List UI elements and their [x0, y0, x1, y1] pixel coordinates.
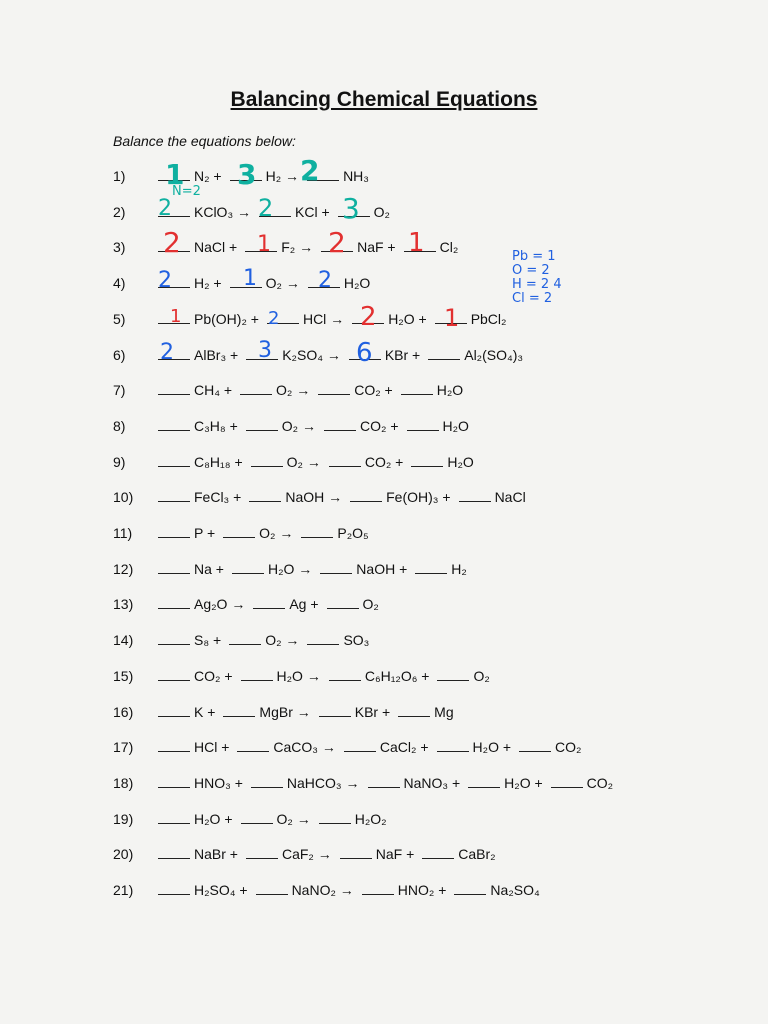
equation — [158, 168, 377, 184]
equation-term: O₂ → — [281, 418, 317, 434]
equation-number: 13) — [113, 596, 134, 612]
equation-term: CO₂ — [586, 775, 614, 791]
equation — [158, 311, 514, 327]
equation-number: 5) — [113, 311, 126, 327]
coefficient-blank[interactable] — [158, 668, 190, 681]
handwritten-coefficient: 2 — [158, 268, 172, 293]
coefficient-blank[interactable] — [158, 596, 190, 609]
coefficient-blank[interactable] — [428, 347, 460, 360]
equation-term: Ag₂O → — [194, 596, 246, 612]
coefficient-blank[interactable] — [232, 561, 264, 574]
coefficient-blank[interactable] — [401, 382, 433, 395]
equation-term: O₂ — [473, 668, 490, 684]
equation-term: H₂ → — [265, 168, 300, 184]
equation — [158, 561, 475, 577]
equation-term: NaHCO₃ → — [286, 775, 360, 791]
equation-term: Al₂(SO₄)₃ — [464, 347, 524, 363]
coefficient-blank[interactable] — [237, 739, 269, 752]
equation-term: O₂ → — [265, 275, 300, 291]
equation-term: FeCl₃ + — [194, 489, 242, 505]
coefficient-blank[interactable] — [411, 454, 443, 467]
equation-term: O₂ → — [259, 525, 294, 541]
equation-term: H₂O → — [276, 668, 321, 684]
coefficient-blank[interactable] — [318, 382, 350, 395]
coefficient-blank[interactable] — [437, 739, 469, 752]
equation-term: KBr + — [354, 704, 391, 720]
handwritten-coefficient: 2 — [158, 196, 172, 221]
handwritten-coefficient: 2 — [300, 154, 320, 187]
equation-term: P + — [194, 525, 216, 541]
handwritten-coefficient: 2 — [328, 226, 346, 259]
handwritten-coefficient: 2 — [318, 268, 332, 293]
equation-term: PbCl₂ — [470, 311, 507, 327]
equation — [158, 596, 387, 612]
equation-term: H₂O + — [388, 311, 427, 327]
equation-number: 6) — [113, 347, 126, 363]
equation-term: O₂ — [373, 204, 390, 220]
equation-term: HNO₃ + — [194, 775, 243, 791]
equation — [158, 454, 482, 470]
equation-term: CO₂ + — [360, 418, 399, 434]
equation-term: NaOH + — [356, 561, 408, 577]
equation — [158, 668, 498, 684]
equation-term: Cl₂ — [439, 239, 459, 255]
coefficient-blank[interactable] — [319, 704, 351, 717]
equation-term: CO₂ — [555, 739, 582, 755]
equation — [158, 525, 377, 541]
equation-number: 9) — [113, 454, 126, 470]
equation-term: HNO₂ + — [397, 882, 447, 898]
equation-term: N₂ + — [194, 168, 222, 184]
coefficient-blank[interactable] — [253, 596, 285, 609]
equation — [158, 418, 477, 434]
coefficient-blank[interactable] — [241, 668, 273, 681]
equation-term: O₂ → — [276, 382, 311, 398]
equation-number: 8) — [113, 418, 126, 434]
equation-term: K + — [194, 704, 216, 720]
coefficient-blank[interactable] — [249, 489, 281, 502]
equation-term: C₆H₁₂O₆ + — [364, 668, 430, 684]
equation-term: NaBr + — [194, 846, 238, 862]
equation-term: H₂O — [436, 382, 464, 398]
equation-term: H₂O + — [194, 811, 233, 827]
coefficient-blank[interactable] — [551, 775, 583, 788]
coefficient-blank[interactable] — [519, 739, 551, 752]
coefficient-blank[interactable] — [329, 454, 361, 467]
handwritten-coefficient: 1 — [165, 158, 185, 191]
handwritten-coefficient: 2 — [163, 226, 181, 259]
equation — [158, 739, 589, 755]
equation-term: O₂ — [362, 596, 379, 612]
coefficient-blank[interactable] — [158, 632, 190, 645]
coefficient-blank[interactable] — [251, 775, 283, 788]
coefficient-blank[interactable] — [241, 811, 273, 824]
equation-term: S₈ + — [194, 632, 222, 648]
coefficient-blank[interactable] — [158, 704, 190, 717]
equation-number: 4) — [113, 275, 126, 291]
handwritten-coefficient: 1 — [257, 232, 271, 257]
equation-term: H₂O + — [472, 739, 512, 755]
side-note-line: Pb = 1 — [512, 249, 556, 264]
handwritten-coefficient: 2 — [258, 194, 274, 222]
coefficient-blank[interactable] — [327, 596, 359, 609]
handwritten-coefficient: 2 — [160, 340, 174, 365]
equation-term: NH₃ — [343, 168, 369, 184]
equation-number: 1) — [113, 168, 126, 184]
coefficient-blank[interactable] — [158, 561, 190, 574]
coefficient-blank[interactable] — [398, 704, 430, 717]
equation-term: NaNO₂ → — [291, 882, 354, 898]
equation — [158, 846, 504, 862]
coefficient-blank[interactable] — [437, 668, 469, 681]
coefficient-blank[interactable] — [319, 811, 351, 824]
coefficient-blank[interactable] — [468, 775, 500, 788]
page-title: Balancing Chemical Equations — [230, 88, 538, 111]
side-note-line: H = 2 4 — [512, 277, 562, 292]
handwritten-coefficient: 3 — [342, 192, 360, 225]
equation-number: 21) — [113, 882, 134, 898]
equation — [158, 275, 378, 291]
equation-term: CaCO₃ → — [273, 739, 336, 755]
coefficient-blank[interactable] — [256, 882, 288, 895]
coefficient-blank[interactable] — [454, 882, 486, 895]
equation-number: 15) — [113, 668, 134, 684]
coefficient-blank[interactable] — [158, 382, 190, 395]
equation-number: 11) — [113, 525, 133, 541]
equation — [158, 347, 531, 363]
handwritten-coefficient: 1 — [243, 266, 257, 291]
coefficient-blank[interactable] — [320, 561, 352, 574]
coefficient-blank[interactable] — [158, 525, 190, 538]
equation-term: Na + — [194, 561, 224, 577]
equation-term: H₂O — [447, 454, 474, 470]
coefficient-blank[interactable] — [158, 739, 190, 752]
equation-term: H₂O — [343, 275, 371, 291]
equation-term: SO₃ — [343, 632, 370, 648]
coefficient-blank[interactable] — [246, 846, 278, 859]
equation-term: CaF₂ → — [281, 846, 332, 862]
coefficient-blank[interactable] — [158, 811, 190, 824]
equation-term: HCl → — [302, 311, 345, 327]
equation-term: H₂O — [442, 418, 469, 434]
side-note — [512, 250, 592, 306]
equation-term: H₂ — [451, 561, 467, 577]
coefficient-blank[interactable] — [350, 489, 382, 502]
coefficient-blank[interactable] — [251, 454, 283, 467]
handwritten-coefficient: 3 — [258, 338, 272, 363]
equation-term: CaBr₂ — [458, 846, 496, 862]
equation-term: Na₂SO₄ — [490, 882, 540, 898]
coefficient-blank[interactable] — [344, 739, 376, 752]
equation-term: H₂O → — [267, 561, 313, 577]
side-note-line: O = 2 — [512, 263, 550, 278]
equation-term: CO₂ + — [364, 454, 404, 470]
coefficient-blank[interactable] — [301, 525, 333, 538]
handwritten-coefficient: 1 — [170, 306, 182, 327]
equation-number: 10) — [113, 489, 134, 505]
coefficient-blank[interactable] — [158, 882, 190, 895]
coefficient-blank[interactable] — [158, 418, 190, 431]
equation-term: NaCl — [494, 489, 526, 505]
coefficient-blank[interactable] — [422, 846, 454, 859]
equation — [158, 382, 471, 398]
equation-term: O₂ → — [286, 454, 321, 470]
equation-number: 16) — [113, 704, 134, 720]
handwritten-coefficient: 2 — [268, 308, 280, 329]
equation-term: NaF + — [357, 239, 396, 255]
equation-number: 20) — [113, 846, 134, 862]
equation-term: Pb(OH)₂ + — [194, 311, 259, 327]
equation-number: 17) — [113, 739, 134, 755]
equation-term: KCl + — [295, 204, 330, 220]
equation-term: C₃H₈ + — [194, 418, 238, 434]
equation-term: CO₂ + — [194, 668, 233, 684]
coefficient-blank[interactable] — [324, 418, 356, 431]
coefficient-blank[interactable] — [158, 454, 190, 467]
handwritten-coefficient: 2 — [360, 302, 377, 332]
coefficient-blank[interactable] — [229, 632, 261, 645]
coefficient-blank[interactable] — [459, 489, 491, 502]
equation-number: 18) — [113, 775, 134, 791]
equation-term: K₂SO₄ → — [282, 347, 341, 363]
coefficient-blank[interactable] — [246, 418, 278, 431]
equation — [158, 704, 462, 720]
equation-term: P₂O₅ — [337, 525, 369, 541]
coefficient-blank[interactable] — [158, 775, 190, 788]
equation-term: CaCl₂ + — [379, 739, 429, 755]
equation-term: H₂O + — [504, 775, 543, 791]
equation-term: O₂ → — [265, 632, 300, 648]
equation-term: KClO₃ → — [194, 204, 252, 220]
equation-term: KBr + — [384, 347, 421, 363]
coefficient-blank[interactable] — [362, 882, 394, 895]
coefficient-blank[interactable] — [340, 846, 372, 859]
equation-term: H₂SO₄ + — [194, 882, 248, 898]
equation-term: NaNO₃ + — [403, 775, 461, 791]
coefficient-blank[interactable] — [158, 489, 190, 502]
handwritten-coefficient: 1 — [408, 228, 425, 258]
handwritten-coefficient: 1 — [444, 304, 460, 332]
equation-number: 7) — [113, 382, 126, 398]
equation-term: CH₄ + — [194, 382, 233, 398]
equation — [158, 632, 377, 648]
equation-term: Fe(OH)₃ + — [386, 489, 451, 505]
equation-term: C₈H₁₈ + — [194, 454, 243, 470]
equation-term: NaOH → — [285, 489, 343, 505]
equation-number: 12) — [113, 561, 134, 577]
coefficient-blank[interactable] — [368, 775, 400, 788]
handwritten-tally: N=2 — [172, 184, 201, 199]
coefficient-blank[interactable] — [415, 561, 447, 574]
equation — [158, 204, 398, 220]
equation-number: 14) — [113, 632, 134, 648]
equation-number: 3) — [113, 239, 126, 255]
equation-term: CO₂ + — [354, 382, 393, 398]
equation-term: NaF + — [375, 846, 415, 862]
equation — [158, 489, 534, 505]
equation-term: AlBr₃ + — [194, 347, 239, 363]
coefficient-blank[interactable] — [407, 418, 439, 431]
equation-number: 19) — [113, 811, 134, 827]
handwritten-coefficient: 3 — [237, 158, 257, 191]
equation-term: O₂ → — [276, 811, 311, 827]
coefficient-blank[interactable] — [223, 704, 255, 717]
coefficient-blank[interactable] — [223, 525, 255, 538]
equation-term: NaCl + — [194, 239, 238, 255]
equation-term: MgBr → — [259, 704, 311, 720]
equation — [158, 811, 395, 827]
equation-term: Ag + — [289, 596, 319, 612]
equation-term: F₂ → — [281, 239, 314, 255]
side-note-line: Cl = 2 — [512, 291, 553, 306]
equation — [158, 882, 548, 898]
equation-number: 2) — [113, 204, 126, 220]
equation-term: Mg — [434, 704, 454, 720]
coefficient-blank[interactable] — [329, 668, 361, 681]
equation-term: H₂O₂ — [354, 811, 387, 827]
coefficient-blank[interactable] — [158, 846, 190, 859]
instructions: Balance the equations below: — [113, 133, 296, 149]
coefficient-blank[interactable] — [240, 382, 272, 395]
equation-term: H₂ + — [194, 275, 222, 291]
handwritten-coefficient: 6 — [356, 338, 373, 368]
coefficient-blank[interactable] — [307, 632, 339, 645]
equation — [158, 775, 621, 791]
equation-term: HCl + — [194, 739, 230, 755]
